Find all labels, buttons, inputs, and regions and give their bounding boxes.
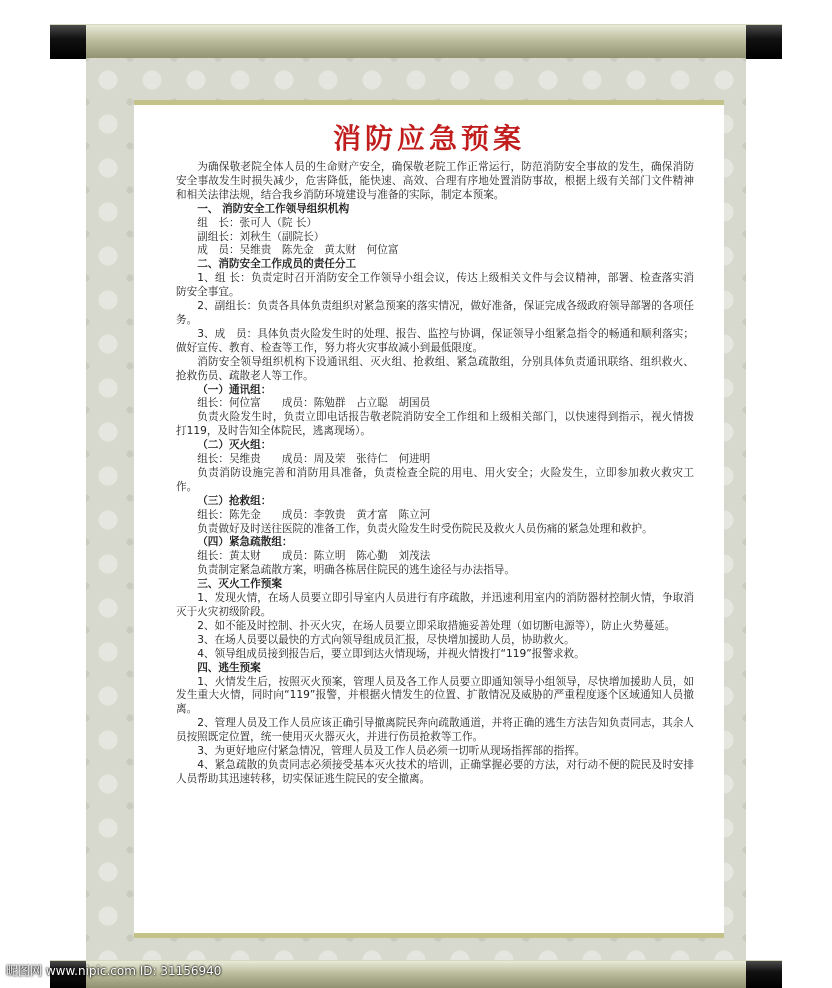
section-heading: （一）通讯组： bbox=[197, 383, 272, 396]
body-paragraph: 1、火情发生后，按照灭火预案，管理人员及各工作人员要立即通知领导小组领导，尽快增加援助人员，如发生重大火情，同时向“119”报警，并根据火情发生的位置、扩散情况及威胁的严重程度逐个区域通知人员撤离。 bbox=[176, 675, 694, 716]
body-paragraph: 负责消防设施完善和消防用具准备，负责检查全院的用电、用火安全；火险发生，立即参加救火救灾工作。 bbox=[176, 466, 694, 493]
section-heading: 一、 消防安全工作领导组织机构 bbox=[197, 202, 350, 215]
body-paragraph: 组长：黄太财 成员：陈立明 陈心勤 刘茂法 bbox=[197, 550, 431, 563]
body-paragraph: 4、紧急疏散的负责同志必须接受基本灭火技术的培训，正确掌握必要的方法，对行动不便的院民及时安排人员帮助其迅速转移，切实保证逃生院民的安全撤离。 bbox=[176, 758, 694, 785]
body-paragraph: 消防安全领导组织机构下设通讯组、灭火组、抢救组、紧急疏散组，分别具体负责通讯联络、组织救火、抢救伤员、疏散老人等工作。 bbox=[176, 355, 694, 382]
document-title: 消防应急预案 bbox=[332, 122, 525, 155]
body-paragraph: 2、副组长：负责各具体负责组织对紧急预案的落实情况，做好准备，保证完成各级政府领导部署的各项任务。 bbox=[176, 300, 694, 326]
watermark-text: 昵图网 www.nipic.com ID: 31156940 bbox=[6, 964, 222, 978]
body-paragraph: 组长：何位富 成员：陈勉群 占立聪 胡国员 bbox=[197, 397, 431, 410]
body-paragraph: 3、成 员：具体负责火险发生时的处理、报告、监控与协调，保证领导小组紧急指令的畅通和顺利落实；做好宣传、教育、检查等工作，努力将火灾事故减小到最低限度。 bbox=[176, 327, 694, 354]
section-heading: （三）抢救组： bbox=[197, 494, 272, 507]
body-paragraph: 组 长：张可人（院 长） bbox=[197, 216, 318, 229]
body-paragraph: 负责做好及时送往医院的准备工作，负责火险发生时受伤院民及救火人员伤痛的紧急处理和救护。 bbox=[197, 522, 653, 535]
body-paragraph: 副组长：刘秋生（副院长） bbox=[197, 230, 325, 243]
body-paragraph: 3、在场人员要以最快的方式向领导组成员汇报，尽快增加援助人员，协助救火。 bbox=[197, 633, 575, 646]
body-paragraph: 组长：陈先金 成员：李敦贵 黄才富 陈立河 bbox=[197, 508, 431, 521]
section-heading: （二）灭火组： bbox=[197, 439, 272, 452]
section-heading: 三、灭火工作预案 bbox=[197, 578, 282, 591]
body-paragraph: 成 员：吴维贵 陈先金 黄太财 何位富 bbox=[197, 244, 399, 257]
body-paragraph: 负责火险发生时，负责立即电话报告敬老院消防安全工作组和上级相关部门，以快速得到指示，视火情拨打119，及时告知全体院民，逃离现场）。 bbox=[176, 411, 694, 438]
body-paragraph: 负责制定紧急疏散方案，明确各栋居住院民的逃生途径与办法指导。 bbox=[197, 564, 515, 577]
body-paragraph: 4、领导组成员接到报告后，要立即到达火情现场，并视火情拨打“119”报警求救。 bbox=[197, 647, 585, 660]
body-paragraph: 组长：吴维贵 成员：周及荣 张待仁 何进明 bbox=[197, 453, 431, 466]
section-heading: 四、逃生预案 bbox=[197, 661, 261, 674]
section-heading: （四）紧急疏散组： bbox=[197, 536, 293, 549]
rod-end-cap bbox=[746, 961, 782, 988]
body-paragraph: 为确保敬老院全体人员的生命财产安全，确保敬老院工作正常运行，防范消防安全事故的发生，确保消防安全事故发生时损失减少，危害降低，能快速、高效、合理有序地处置消防事故，根据上级有关部门文件精神和相关法律法规，结合我乡消防环境建设与准备的实际，制定本预案。 bbox=[176, 161, 694, 201]
scroll-top-rod bbox=[50, 24, 782, 59]
document-body bbox=[176, 161, 694, 787]
body-paragraph: 2、管理人员及工作人员应该正确引导撤离院民奔向疏散通道，并将正确的逃生方法告知负责同志，其余人员按照既定位置，统一使用灭火器灭火，并进行伤员抢救等工作。 bbox=[176, 717, 694, 744]
body-paragraph: 3、为更好地应付紧急情况，管理人员及工作人员必须一切听从现场指挥部的指挥。 bbox=[197, 745, 586, 758]
rod-end-cap bbox=[746, 25, 782, 59]
body-paragraph: 1、组 长：负责定时召开消防安全工作领导小组会议，传达上级相关文件与会议精神，部署、检查落实消防安全事宜。 bbox=[176, 272, 694, 299]
rod-end-cap bbox=[50, 25, 86, 59]
body-paragraph: 1、发现火情，在场人员要立即引导室内人员进行有序疏散，并迅速利用室内的消防器材控制火情，争取消灭于火灾初级阶段。 bbox=[176, 592, 694, 618]
body-paragraph: 2、如不能及时控制、扑灭火灾，在场人员要立即采取措施妥善处理（如切断电源等），防止火势蔓延。 bbox=[197, 619, 676, 632]
section-heading: 二、消防安全工作成员的责任分工 bbox=[197, 258, 357, 271]
document-paper bbox=[134, 100, 724, 938]
